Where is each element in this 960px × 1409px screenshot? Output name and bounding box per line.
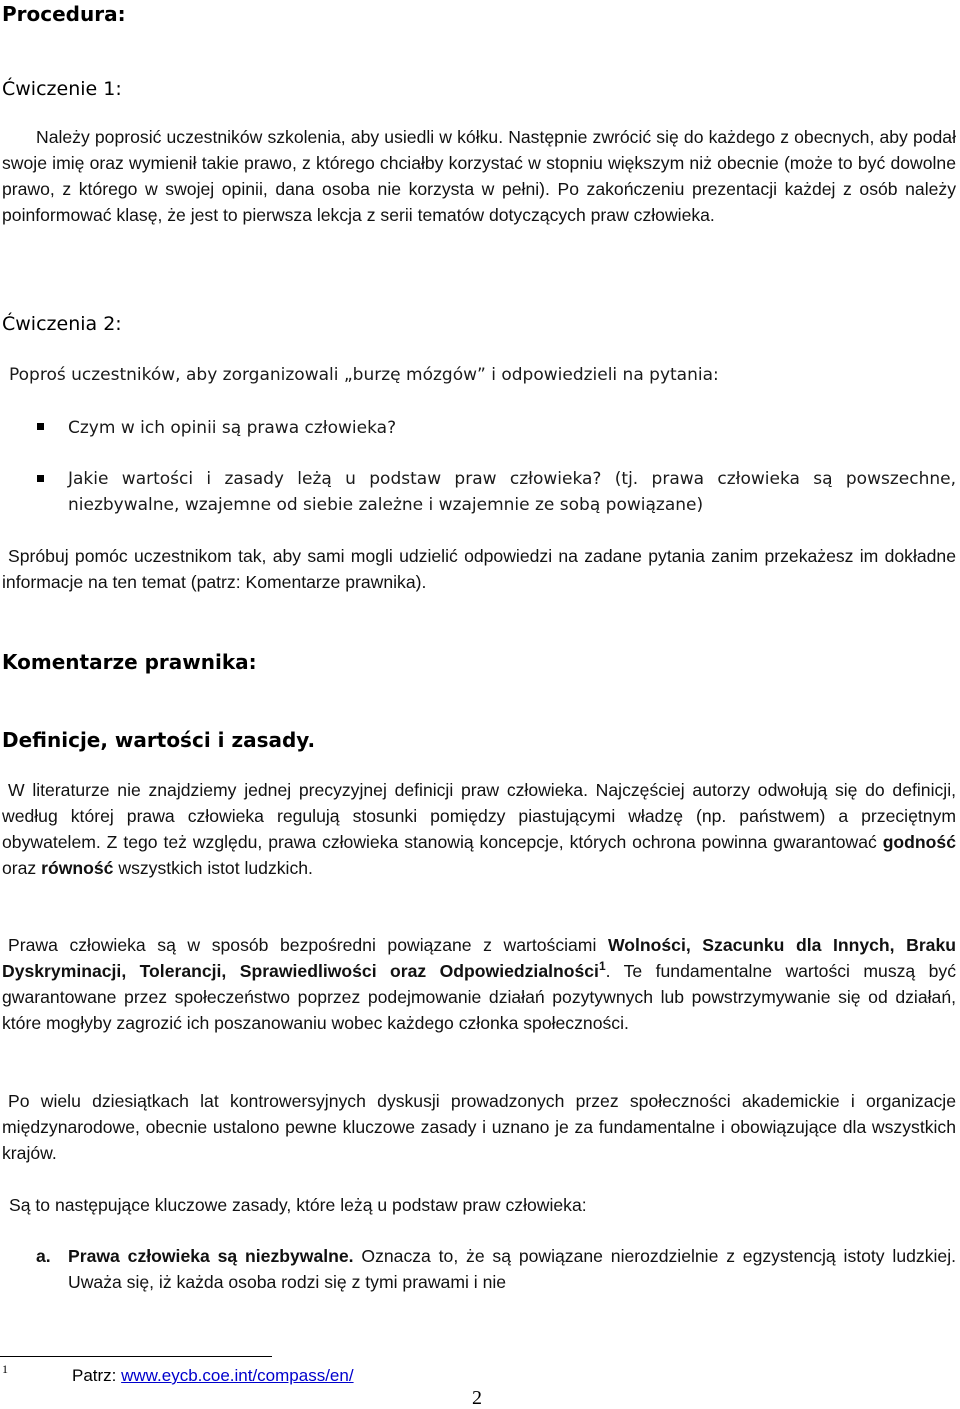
exercise1-heading: Ćwiczenie 1:	[2, 78, 122, 100]
principles-lead: Są to następujące kluczowe zasady, które leżą u podstaw praw człowieka:	[9, 1195, 587, 1215]
footnote-number: 1	[2, 1362, 8, 1376]
procedure-heading: Procedura:	[2, 2, 126, 26]
footnote-ref: 1	[598, 959, 606, 974]
exercise2-intro: Poproś uczestników, aby zorganizowali „burzę mózgów” i odpowiedzieli na pytania:	[9, 365, 719, 385]
definitions-subheading: Definicje, wartości i zasady.	[2, 728, 316, 752]
legal-comments-heading: Komentarze prawnika:	[2, 650, 257, 674]
list-marker-a: a.	[36, 1246, 51, 1266]
exercise2-bullet-1: Czym w ich opinii są prawa człowieka?	[68, 418, 397, 438]
exercise1-paragraph: Należy poprosić uczestników szkolenia, aby usiedli w kółku. Następnie zwrócić się do każdego z obecnych, aby podał swoje imię oraz wymienił takie prawo, z którego chciałby korzystać w stopniu większym niż obecnie (może to być dowolne prawo, z którego w swojej opinii, dana osoba nie korzysta w pełni). Po zakończeniu prezentacji każdej z osób należy poinformować klasę, że jest to pierwsza lekcja z serii tematów dotyczących praw człowieka.	[2, 127, 956, 225]
values-paragraph: Prawa człowieka są w sposób bezpośredni powiązane z wartościami Wolności, Szacunku dla Innych, Braku Dyskryminacji, Tolerancji, Sprawiedliwości oraz Odpowiedzialności$^1$. Te fundamentalne wartości muszą być gwarantowane przez społeczeństwo poprzez podejmowanie działań pozytywnych lub powstrzymywanie się od działań, które mogłyby zagrozić ich poszanowaniu wobec każdego członka społeczności.	[2, 935, 957, 1033]
exercise2-closing: Spróbuj pomóc uczestnikom tak, aby sami mogli udzielić odpowiedzi na zadane pytania zanim przekażesz im dokładne informacje na ten temat (patrz: Komentarze prawnika).	[2, 546, 956, 592]
page-number: 2	[472, 1387, 482, 1409]
dignity-bold: godność	[882, 832, 956, 852]
values-bold: Wolności, Szacunku dla Innych, Braku Dyskryminacji, Tolerancji, Sprawiedliwości oraz Odpowiedzialności	[2, 935, 957, 981]
bullet-square-icon	[37, 475, 44, 482]
exercise2-heading: Ćwiczenia 2:	[2, 313, 122, 335]
definitions-paragraph: W literaturze nie znajdziemy jednej precyzyjnej definicji praw człowieka. Najczęściej autorzy odwołują się do definicji, według której prawa człowieka regulują stosunki pomiędzy piastującymi władzę (np. państwem) a przeciętnym obywatelem. Z tego też względu, prawa człowieka stanowią koncepcje, których ochrona powinna gwarantować godność oraz równość wszystkich istot ludzkich.	[2, 780, 956, 878]
footnote-text: Patrz: www.eycb.coe.int/compass/en/	[72, 1366, 354, 1385]
footnote-separator	[0, 1356, 272, 1357]
footnote-link[interactable]: www.eycb.coe.int/compass/en/	[121, 1366, 354, 1385]
exercise2-bullet-2: Jakie wartości i zasady leżą u podstaw praw człowieka? (tj. prawa człowieka są powszechne, niezbywalne, wzajemne od siebie zależne i wzajemnie ze sobą powiązane)	[68, 469, 956, 515]
equality-bold: równość	[41, 858, 114, 878]
principles-intro-paragraph: Po wielu dziesiątkach lat kontrowersyjnych dyskusji prowadzonych przez społeczności akademickie i organizacje międzynarodowe, obecnie ustalono pewne kluczowe zasady i uznano je za fundamentalne i obowiązujące dla wszystkich krajów.	[2, 1091, 956, 1163]
bullet-square-icon	[37, 423, 44, 430]
list-item-a: Prawa człowieka są niezbywalne. Oznacza to, że są powiązane nierozdzielnie z egzystencją istoty ludzkiej. Uważa się, iż każda osoba rodzi się z tymi prawami i nie	[68, 1246, 956, 1292]
